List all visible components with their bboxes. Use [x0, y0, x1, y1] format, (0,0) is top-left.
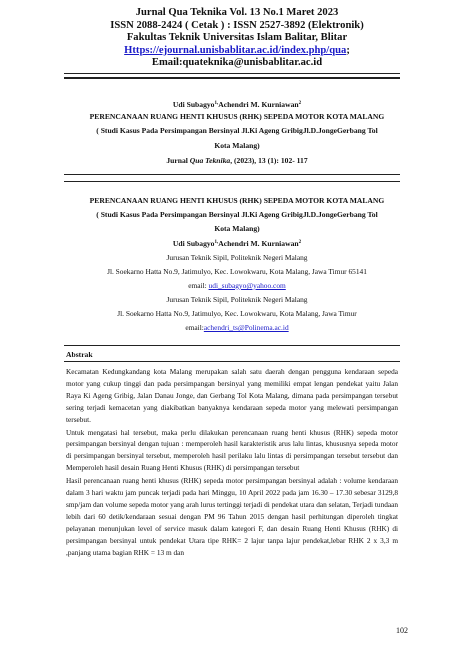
journal-url-link[interactable]: Https://ejournal.unisbablitar.ac.id/index.php/qua [124, 44, 347, 56]
abstract-divider [64, 361, 400, 362]
affiliation-1-address: Jl. Soekarno Hatta No.9, Jatimulyo, Kec. Lowokwaru, Kota Malang, Jawa Timur 65141 [107, 267, 367, 276]
citation-divider [64, 174, 400, 175]
abstract-heading: Abstrak [66, 350, 93, 359]
citation-authors: Udi Subagyo$^{1,}$Achendri M. Kurniawan$^2$ [172, 100, 302, 109]
journal-url-line: Https://ejournal.unisbablitar.ac.id/index.php/qua; [124, 44, 350, 56]
header-divider [64, 73, 400, 74]
journal-email: Email:quateknika@unisbablitar.ac.id [151, 57, 323, 68]
affiliation-1-email: email: udi_subagyo@yahoo.com [188, 281, 286, 290]
journal-header [0, 7, 474, 70]
abstract-paragraph-2: Untuk mengatasi hal tersebut, maka perlu dilakukan perencanaan ruang henti khusus (RHK) sepeda motor persimpangan bersinyal dengan tujuan : memperoleh hasil karakteristik arus lalu lintas, khususnya sepeda motor di persimpangan bersinyal tersebut, memperoleh hasil perilaku lalu lintas di persimpangan tersebut tersebut dan Memperoleh hasil desain Ruang Henti Khusus (RHK) di persimpangan tersebut [66, 427, 398, 473]
citation-title: PERENCANAAN RUANG HENTI KHUSUS (RHK) SEPEDA MOTOR KOTA MALANG [89, 112, 385, 121]
abstract-paragraph-3: Hasil perencanaan ruang henti khusus (RHK) sepeda motor persimpangan bersinyal adalah : volume kendaraan dalam 3 hari waktu jam puncak terjadi pada hari Minggu, 10 April 2022 pada jam 16.30 – 17.30 sebesar 3129,8 smp/jam dan volume sepeda motor yang arah lurus tertinggi terjadi di pendekat utara dan selatan, Terjadi tundaan lebih dari 60 detik/kendaraan sesuai dengan PM 96 Tahun 2015 dengan hasil perhitungan diperoleh tingkat pelayanan menunjukan level of service masuk dalam kategori F, dan desain Ruang Henti Khusus (RHK) di persimpangan bersinyal untuk pendekat Utara tipe RHK= 2 lajur tanpa lajur pendekat,lebar RHK 2 x 3,3 m ,panjang utama bagian RHK = 13 m dan [66, 476, 398, 557]
journal-name: Jurnal Qua Teknika Vol. 13 No.1 Maret 2023 [135, 7, 339, 18]
abstract-paragraph-1: Kecamatan Kedungkandang kota Malang merupakan salah satu daerah dengan pengguna kendaraan sepeda motor yang cukup tinggi dan pada persimpangan bersinyal yang memiliki empat lengan pendekat yaitu Jalan Raya Ki Ageng Gribig, Jalan Danau Jonge, dan Gerbang Tol Kota Malang, dimana pada persimpangan tersebut sering terjadi kemacetan yang diakibatkan banyaknya kendaraan sepeda motor yang melewati persimpangan tersebut. [66, 367, 398, 424]
citation-reference: Jurnal Qua Teknika, (2023), 13 (1): 102- 117 [166, 156, 308, 165]
header-divider-thick [64, 77, 400, 79]
journal-issn: ISSN 2088-2424 ( Cetak ) : ISSN 2527-3892 (Elektronik) [110, 19, 364, 31]
page-number: 102 [396, 626, 408, 635]
affiliation-2-email: email:achendri_ts@Polinema.ac.id [185, 323, 289, 332]
paper-subtitle-a: ( Studi Kasus Pada Persimpangan Bersinyal Jl.Ki Ageng GribigJl.D.JongeGerbang Tol [96, 210, 378, 219]
affiliation-2-address: Jl. Soekarno Hatta No.9, Jatimulyo, Kec. Lowokwaru, Kota Malang, Jawa Timur [117, 309, 357, 318]
citation-subtitle-a: ( Studi Kasus Pada Persimpangan Bersinyal Jl.Ki Ageng GribigJl.D.JongeGerbang Tol [96, 126, 378, 135]
citation-subtitle-b: Kota Malang) [214, 141, 260, 150]
email-link-1[interactable]: udi_subagyo@yahoo.com [208, 281, 286, 290]
paper-title: PERENCANAAN RUANG HENTI KHUSUS (RHK) SEPEDA MOTOR KOTA MALANG [89, 196, 385, 205]
email-link-2[interactable]: achendri_ts@Polinema.ac.id [203, 323, 289, 332]
affiliation-1-dept: Jurusan Teknik Sipil, Politeknik Negeri Malang [166, 253, 308, 262]
abstract-body [66, 366, 398, 560]
affiliation-2-dept: Jurusan Teknik Sipil, Politeknik Negeri Malang [166, 295, 308, 304]
citation-divider-2 [64, 181, 400, 182]
paper-authors: Udi Subagyo$^{1,}$Achendri M. Kurniawan$^2$ [172, 239, 302, 248]
journal-faculty: Fakultas Teknik Universitas Islam Balitar, Blitar [126, 32, 348, 43]
paper-subtitle-b: Kota Malang) [214, 224, 260, 233]
